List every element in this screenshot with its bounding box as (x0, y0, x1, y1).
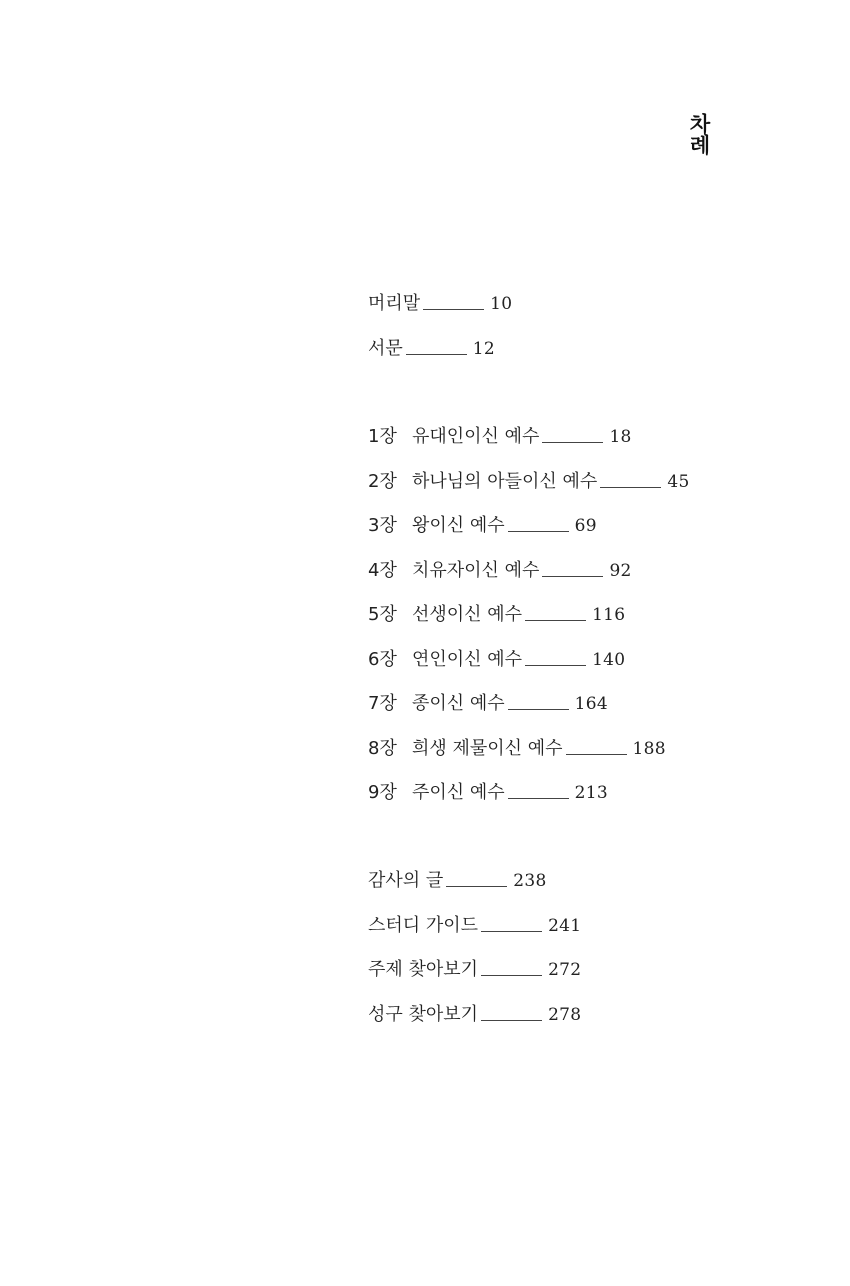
entry-label: 주제 찾아보기 (368, 959, 479, 980)
leader-line (446, 885, 507, 887)
leader-line (508, 708, 569, 710)
entry-page: 238 (513, 871, 547, 891)
chapter-number: 6장 (368, 648, 397, 670)
leader-line (423, 308, 484, 310)
entry-page: 140 (592, 649, 626, 670)
entry-label: 스터디 가이드 (368, 914, 479, 936)
toc-entry-acknowledgments[interactable] (368, 869, 828, 914)
leader-line (542, 441, 603, 443)
entry-label: 치유자이신 예수 (412, 559, 540, 581)
entry-page: 45 (667, 471, 690, 492)
toc-entry-scripture-index[interactable] (368, 1003, 828, 1048)
toc-entry-chapter-1[interactable] (368, 425, 828, 470)
entry-label: 왕이신 예수 (412, 515, 505, 536)
toc-entry-chapter-6[interactable] (368, 648, 828, 693)
entry-page: 92 (609, 560, 632, 581)
leader-line (542, 575, 603, 577)
chapter-number: 5장 (368, 604, 397, 625)
toc-entry-chapter-8[interactable] (368, 737, 828, 782)
entry-label: 하나님의 아들이신 예수 (412, 470, 598, 492)
toc-entry-chapter-4[interactable] (368, 559, 828, 604)
entry-page: 18 (609, 427, 632, 447)
chapter-number: 4장 (368, 559, 397, 581)
entry-label: 연인이신 예수 (412, 648, 523, 670)
toc-entry-chapter-7[interactable] (368, 692, 828, 737)
chapter-number: 8장 (368, 737, 397, 759)
entry-page: 241 (548, 915, 582, 936)
entry-label: 머리말 (368, 293, 421, 314)
entry-page: 278 (548, 1004, 582, 1025)
entry-page: 213 (574, 783, 609, 803)
leader-line (600, 486, 661, 488)
entry-page: 272 (548, 960, 582, 980)
page-title: 차례 (687, 113, 711, 155)
toc-entry-study-guide[interactable] (368, 914, 828, 959)
toc-entry-chapter-9[interactable] (368, 781, 828, 826)
entry-page: 116 (592, 605, 626, 625)
leader-line (481, 974, 542, 976)
chapter-number: 2장 (368, 470, 397, 492)
entry-page: 188 (632, 738, 666, 759)
front-matter-section (368, 292, 828, 381)
entry-page: 12 (472, 338, 496, 359)
chapters-section (368, 425, 828, 826)
leader-line (406, 353, 467, 355)
entry-label: 종이신 예수 (412, 693, 505, 714)
leader-line (508, 530, 569, 532)
chapter-number: 9장 (368, 782, 397, 803)
leader-line (508, 797, 569, 799)
entry-label: 주이신 예수 (412, 782, 505, 803)
entry-label: 성구 찾아보기 (368, 1003, 479, 1025)
back-matter-section (368, 869, 828, 1047)
entry-page: 10 (490, 294, 513, 314)
entry-page: 69 (574, 516, 597, 536)
leader-line (566, 753, 627, 755)
entry-label: 희생 제물이신 예수 (412, 737, 563, 759)
toc-entry-subject-index[interactable] (368, 958, 828, 1003)
chapter-number: 1장 (368, 426, 397, 447)
leader-line (525, 619, 586, 621)
entry-label: 서문 (368, 337, 403, 359)
toc-entry-introduction[interactable] (368, 337, 828, 382)
toc-entry-chapter-3[interactable] (368, 514, 828, 559)
toc-entry-chapter-5[interactable] (368, 603, 828, 648)
entry-label: 감사의 글 (368, 870, 444, 891)
entry-label: 유대인이신 예수 (412, 426, 540, 447)
leader-line (481, 930, 542, 932)
toc-entry-chapter-2[interactable] (368, 470, 828, 515)
entry-label: 선생이신 예수 (412, 604, 523, 625)
chapter-number: 7장 (368, 693, 397, 714)
leader-line (481, 1019, 542, 1021)
chapter-number: 3장 (368, 515, 397, 536)
toc-entry-preface[interactable] (368, 292, 828, 337)
leader-line (525, 664, 586, 666)
entry-page: 164 (574, 694, 609, 714)
